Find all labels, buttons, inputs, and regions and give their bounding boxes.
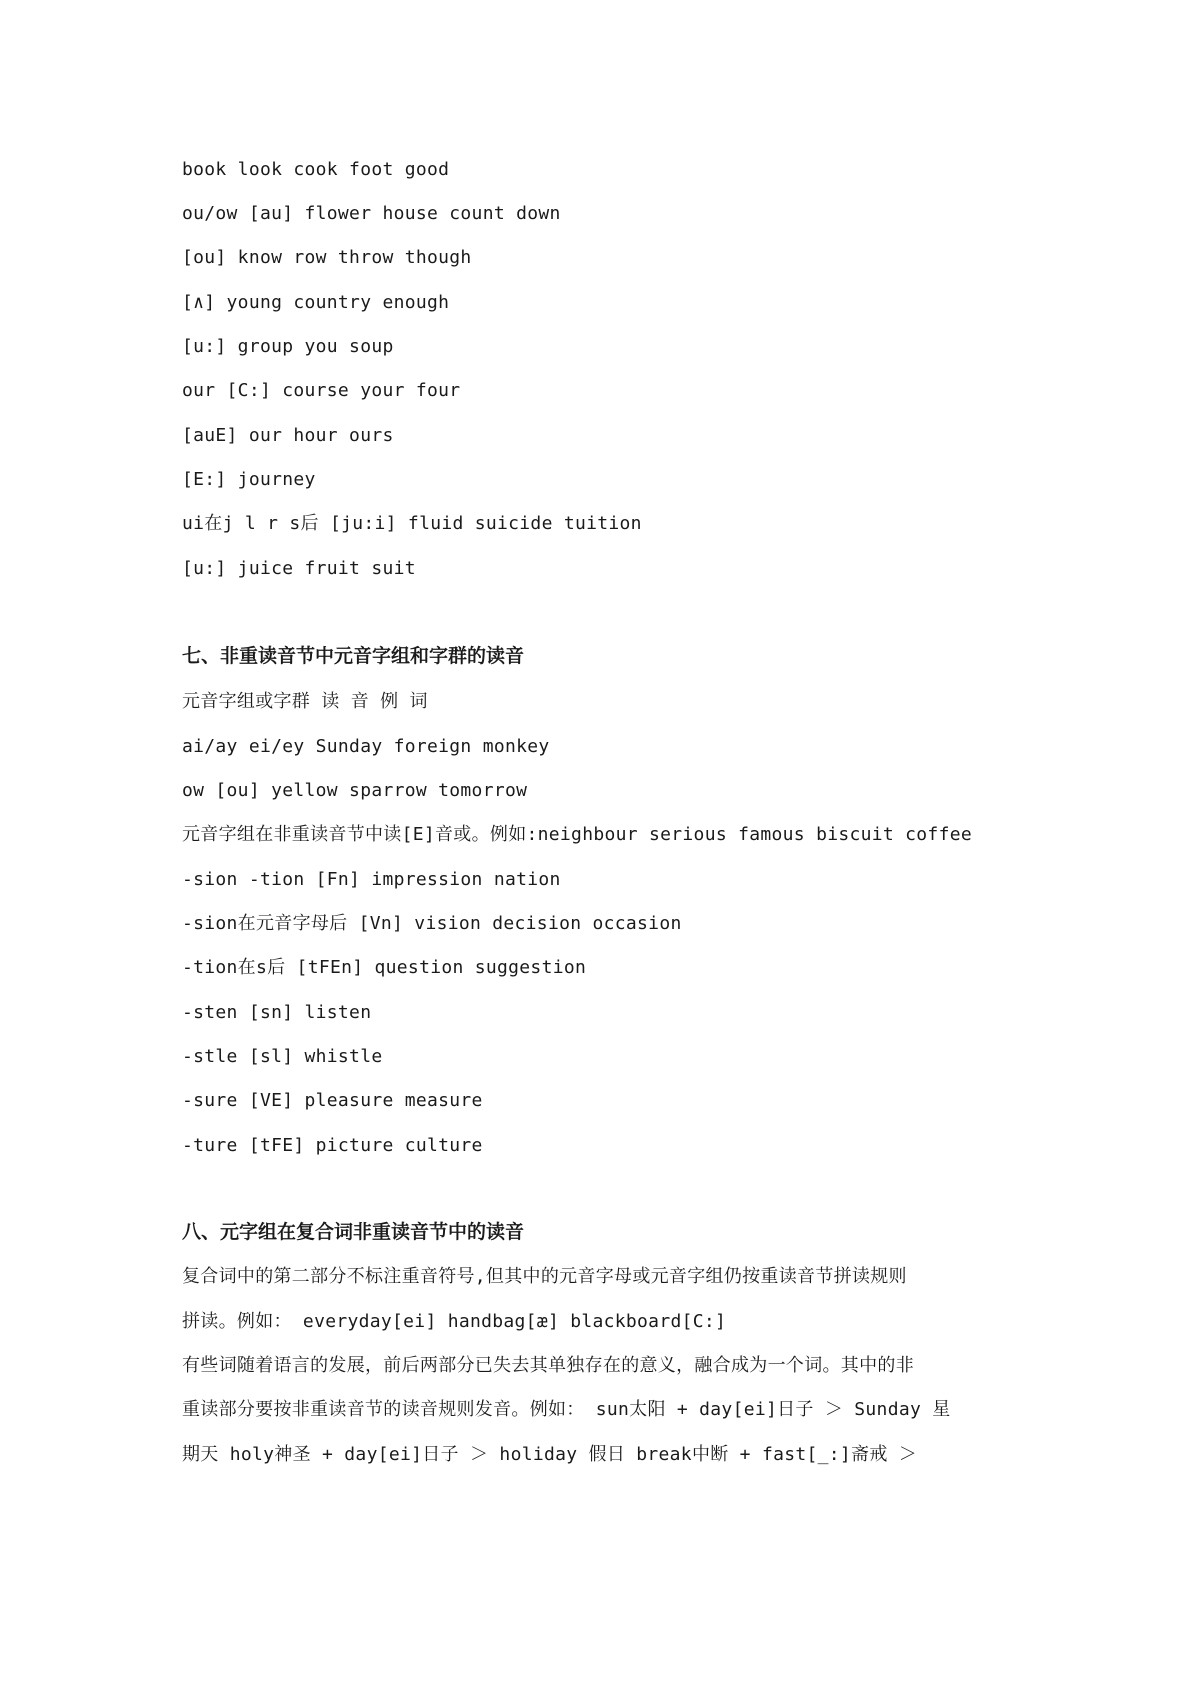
paragraph-line: 期天 holy神圣 + day[ei]日子 ＞ holiday 假日 break中断 + fast[_:]斋戒 ＞ <box>182 1444 918 1465</box>
paragraph-line: 有些词随着语言的发展，前后两部分已失去其单独存在的意义，融合成为一个词。其中的非 <box>182 1355 914 1376</box>
paragraph-line: 复合词中的第二部分不标注重音符号,但其中的元音字母或元音字组仍按重读音节拼读规则 <box>182 1266 907 1287</box>
text-line: -sten [sn] listen <box>182 1002 372 1023</box>
text-line: [u:] juice fruit suit <box>182 558 416 579</box>
text-line: [∧] young country enough <box>182 292 450 313</box>
text-line: 元音字组在非重读音节中读[E]音或。例如:neighbour serious famous biscuit coffee <box>182 824 972 845</box>
text-line: book look cook foot good <box>182 159 450 180</box>
text-line: [ou] know row throw though <box>182 247 472 268</box>
paragraph-line: 重读部分要按非重读音节的读音规则发音。例如： sun太阳 + day[ei]日子 ＞ Sunday 星 <box>182 1399 951 1420</box>
text-line: -sion -tion [Fn] impression nation <box>182 869 561 890</box>
text-line: 元音字组或字群 读 音 例 词 <box>182 691 428 712</box>
text-line: [auE] our hour ours <box>182 425 394 446</box>
text-line: ou/ow [au] flower house count down <box>182 203 561 224</box>
text-line: our [C:] course your four <box>182 380 461 401</box>
text-line: -sure [VE] pleasure measure <box>182 1090 483 1111</box>
section-heading: 八、元字组在复合词非重读音节中的读音 <box>182 1221 525 1243</box>
section-heading: 七、非重读音节中元音字组和字群的读音 <box>182 645 525 667</box>
paragraph-line: 拼读。例如： everyday[ei] handbag[æ] blackboard[C:] <box>182 1311 727 1332</box>
text-line: -ture [tFE] picture culture <box>182 1135 483 1156</box>
text-line: ui在j l r s后 [ju:i] fluid suicide tuition <box>182 513 642 534</box>
text-line: -tion在s后 [tFEn] question suggestion <box>182 957 587 978</box>
text-line: -stle [sl] whistle <box>182 1046 383 1067</box>
text-line: ai/ay ei/ey Sunday foreign monkey <box>182 736 550 757</box>
text-line: [E:] journey <box>182 469 316 490</box>
text-line: [u:] group you soup <box>182 336 394 357</box>
text-line: ow [ou] yellow sparrow tomorrow <box>182 780 528 801</box>
text-line: -sion在元音字母后 [Vn] vision decision occasion <box>182 913 682 934</box>
